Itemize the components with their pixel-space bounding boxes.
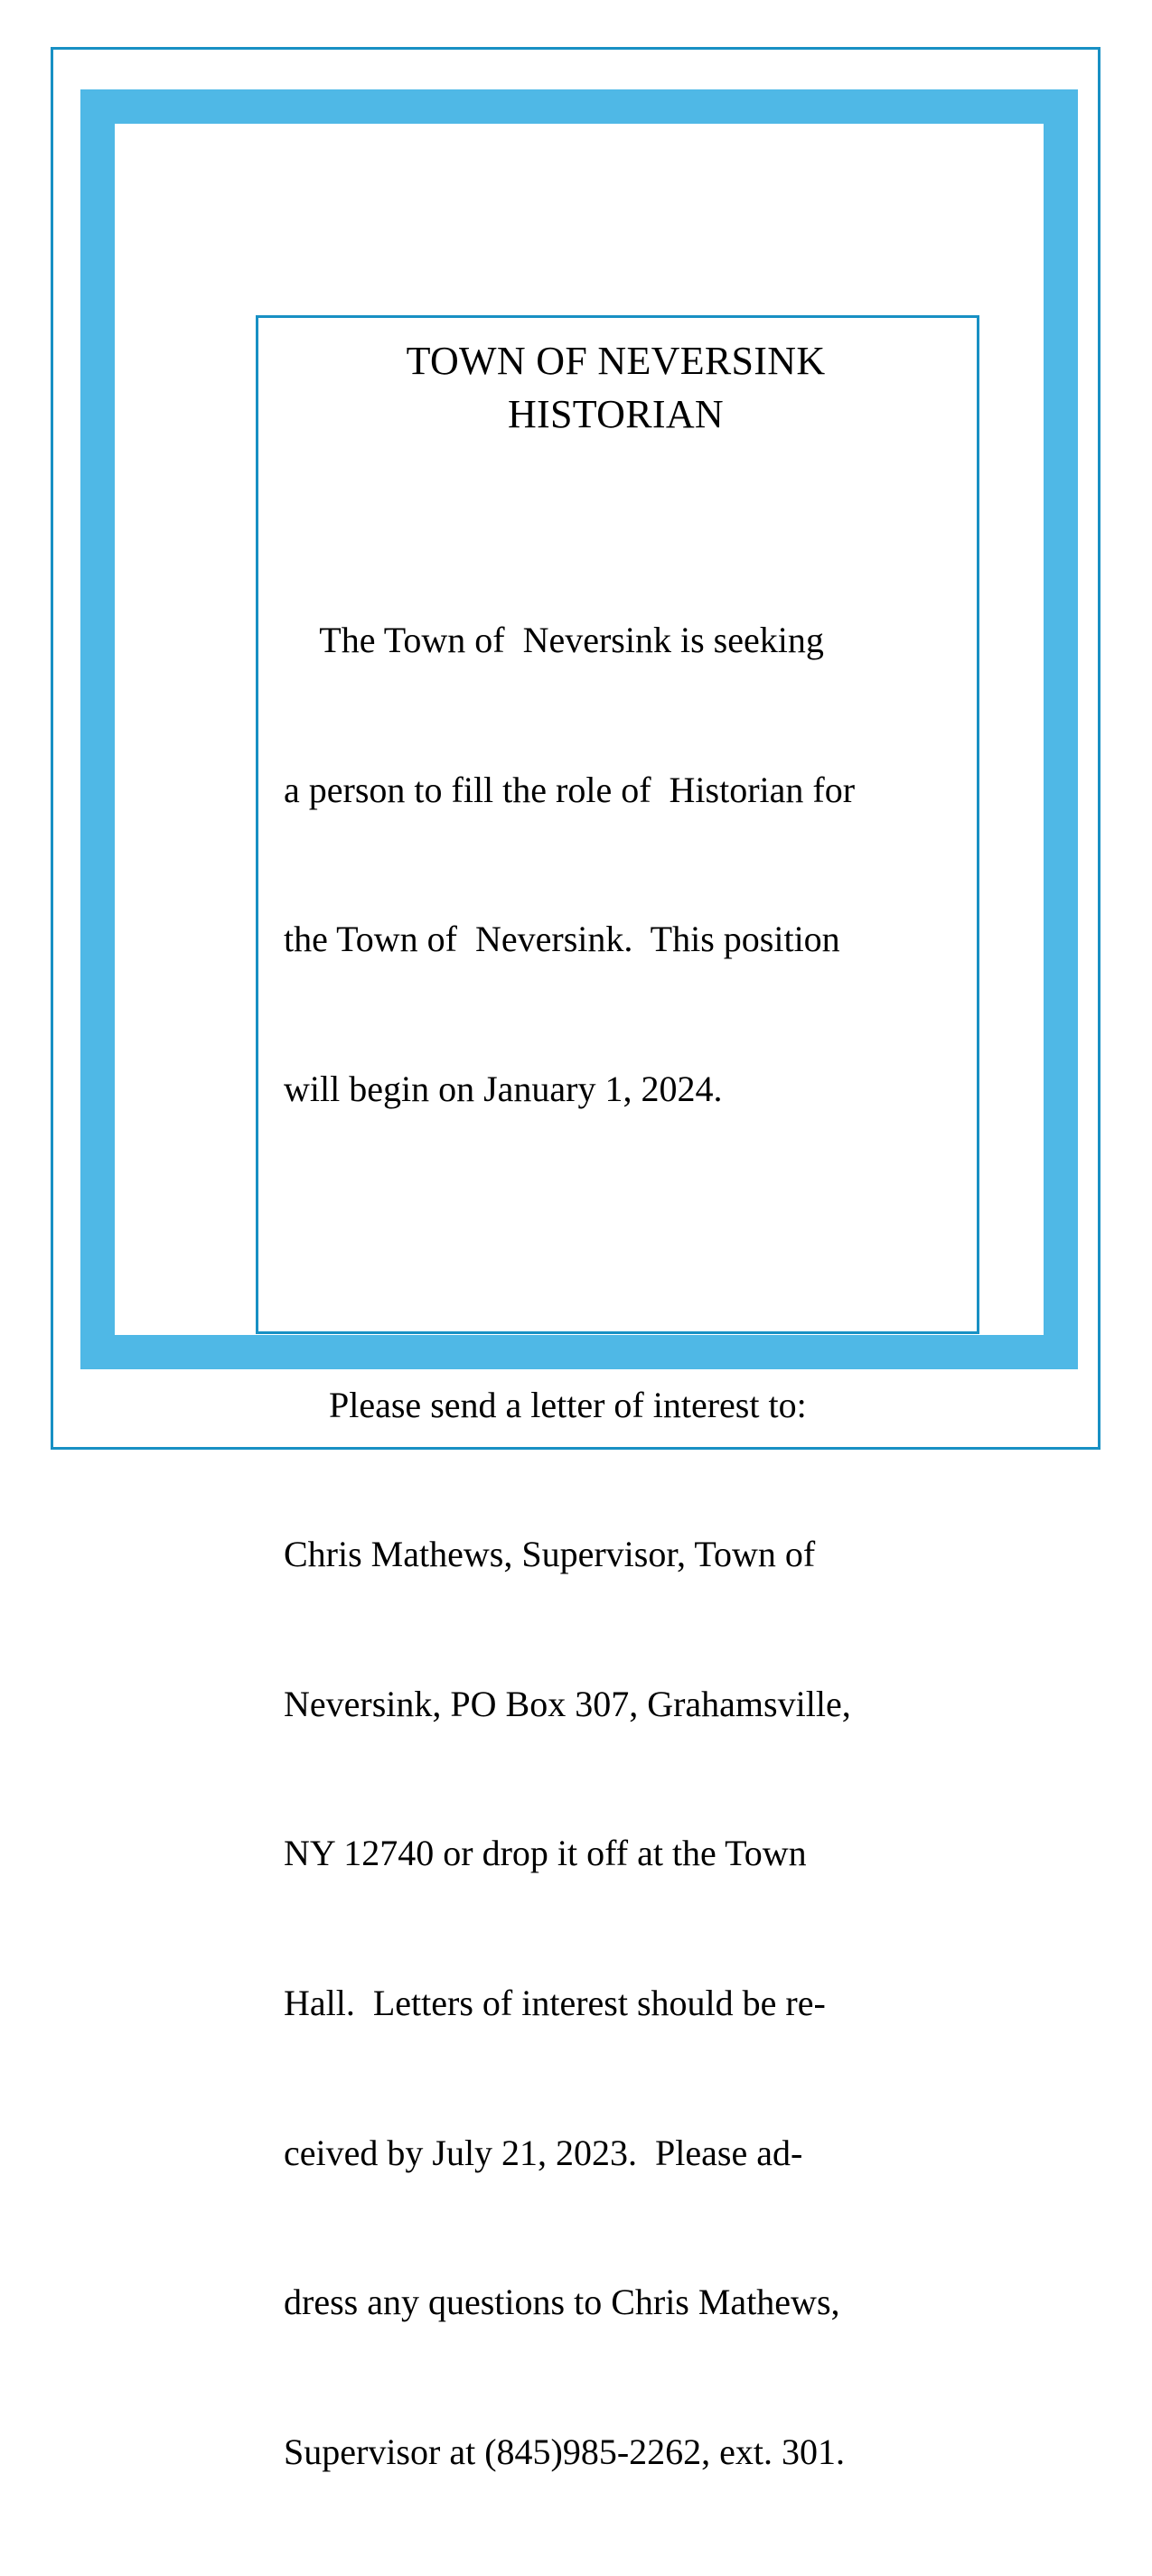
paragraph-instructions-line-3: Neversink, PO Box 307, Grahamsville, bbox=[284, 1683, 851, 1724]
paragraph-instructions-line-4: NY 12740 or drop it off at the Town bbox=[284, 1833, 807, 1874]
title-line-2: HISTORIAN bbox=[507, 392, 724, 437]
paragraph-instructions-line-2: Chris Mathews, Supervisor, Town of bbox=[284, 1534, 816, 1575]
notice-outer-border bbox=[51, 47, 1100, 2472]
paragraph-opening-line-3: the Town of Neversink. This position bbox=[284, 919, 840, 960]
notice-inner-border bbox=[256, 315, 979, 2472]
paragraph-instructions-line-5: Hall. Letters of interest should be re- bbox=[284, 1983, 826, 2024]
notice-decorative-blue-band bbox=[80, 89, 1078, 2472]
title-line-1: TOWN OF NEVERSINK bbox=[406, 339, 826, 383]
paragraph-instructions-line-6: ceived by July 21, 2023. Please ad- bbox=[284, 2132, 803, 2173]
paragraph-opening-line-2: a person to fill the role of Historian for bbox=[284, 769, 856, 810]
paragraph-instructions-line-1: Please send a letter of interest to: bbox=[284, 1384, 807, 1425]
paragraph-opening-line-1: The Town of Neversink is seeking bbox=[284, 620, 824, 661]
page-title bbox=[284, 334, 948, 442]
notice-content bbox=[258, 318, 977, 2472]
paragraph-instructions-line-7: dress any questions to Chris Mathews, bbox=[284, 2282, 840, 2323]
paragraph-opening-line-4: will begin on January 1, 2024. bbox=[284, 1068, 723, 1109]
paragraph-instructions-line-8: Supervisor at (845)985-2262, ext. 301. bbox=[284, 2431, 846, 2472]
paragraph-opening bbox=[284, 516, 948, 1214]
paragraph-instructions bbox=[284, 1280, 948, 2576]
